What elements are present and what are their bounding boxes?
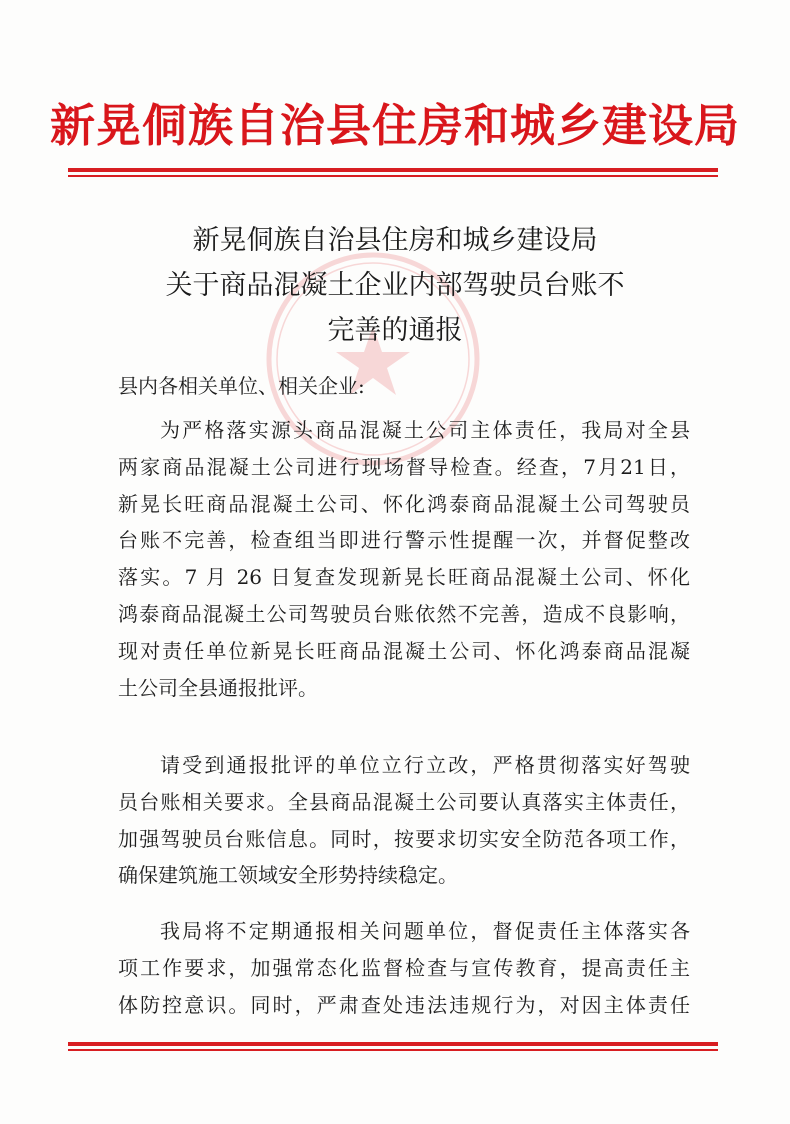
footer-rule-thick (68, 1042, 718, 1046)
title-line-1: 新晃侗族自治县住房和城乡建设局 (192, 225, 598, 256)
document-title (0, 218, 790, 353)
header-rule-thin (68, 175, 718, 177)
salutation: 县内各相关单位、相关企业: (118, 374, 365, 398)
paragraph-line: 土公司全县通报批评。 (118, 675, 318, 700)
paragraph-1 (118, 412, 690, 706)
paragraph-2 (118, 747, 690, 894)
paragraph-line: 台账不完善，检查组当即进行警示性提醒一次，并督促整改 (118, 528, 690, 553)
paragraph-line: 体防控意识。同时，严肃查处违法违规行为，对因主体责任 (118, 992, 690, 1017)
paragraph-3 (118, 913, 690, 1023)
header-rule-thick (68, 168, 718, 172)
paragraph-line: 新晃长旺商品混凝土公司、怀化鸿泰商品混凝土公司驾驶员 (118, 491, 690, 516)
paragraph-line: 落实。7 月 26 日复查发现新晃长旺商品混凝土公司、怀化 (118, 565, 690, 590)
paragraph-line: 两家商品混凝土公司进行现场督导检查。经查，7月21日， (118, 454, 690, 479)
paragraph-line: 请受到通报批评的单位立行立改，严格贯彻落实好驾驶 (160, 753, 690, 777)
paragraph-line: 现对责任单位新晃长旺商品混凝土公司、怀化鸿泰商品混凝 (118, 638, 690, 663)
footer-rule-thin (68, 1049, 718, 1051)
paragraph-line: 确保建筑施工领域安全形势持续稳定。 (118, 863, 458, 888)
agency-letterhead: 新晃侗族自治县住房和城乡建设局 (49, 99, 740, 152)
paragraph-line: 鸿泰商品混凝土公司驾驶员台账依然不完善，造成不良影响， (118, 601, 690, 626)
paragraph-line: 项工作要求，加强常态化监督检查与宣传教育，提高责任主 (118, 955, 690, 980)
title-line-2: 关于商品混凝土企业内部驾驶员台账不 (165, 270, 625, 301)
title-line-3: 完善的通报 (327, 315, 463, 346)
paragraph-line: 员台账相关要求。全县商品混凝土公司要认真落实主体责任， (118, 789, 690, 814)
paragraph-line: 我局将不定期通报相关问题单位，督促责任主体落实各 (160, 919, 690, 943)
paragraph-line: 为严格落实源头商品混凝土公司主体责任，我局对全县 (160, 418, 690, 442)
paragraph-line: 加强驾驶员台账信息。同时，按要求切实安全防范各项工作， (118, 826, 690, 851)
